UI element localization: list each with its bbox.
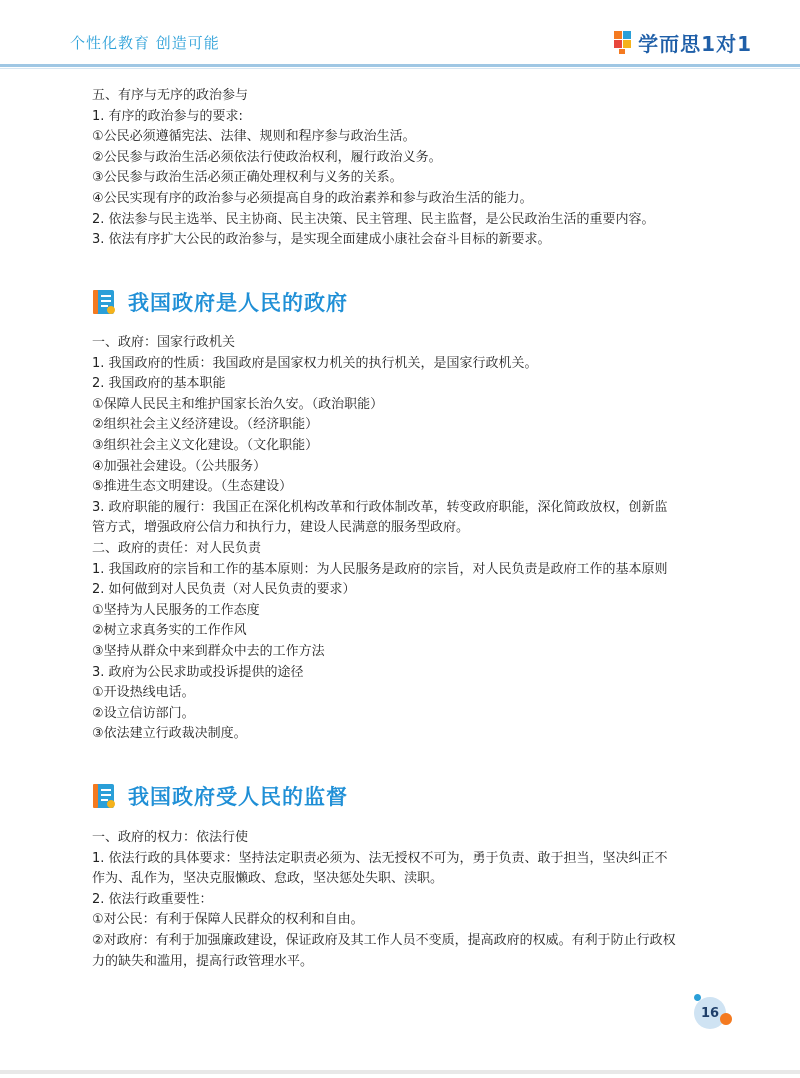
text-line: ①保障人民民主和维护国家长治久安。（政治职能） [92,396,384,412]
text-line: 二、政府的责任：对人民负责 [92,540,262,556]
text-line: 1. 我国政府的性质：我国政府是国家权力机关的执行机关，是国家行政机关。 [92,355,538,371]
section-title: 我国政府是人民的政府 [128,291,348,315]
text-line: 2. 依法行政重要性： [92,891,213,907]
text-line: ②组织社会主义经济建设。（经济职能） [92,417,319,433]
text-line: ③组织社会主义文化建设。（文化职能） [92,437,319,453]
text-line: ①公民必须遵循宪法、法律、规则和程序参与政治生活。 [92,129,416,145]
header-divider [0,64,800,67]
text-line: ②对政府：有利于加强廉政建设，保证政府及其工作人员不变质，提高政府的权威。有利于防止行政权 [92,932,676,948]
section-title: 我国政府受人民的监督 [128,785,348,809]
header-divider-thin [0,68,800,69]
text-line: 3. 政府为公民求助或投诉提供的途径 [92,664,304,680]
intro-block [92,86,722,251]
page-header [0,0,800,66]
text-line: ③依法建立行政裁决制度。 [92,726,247,742]
text-line: 1. 我国政府的宗旨和工作的基本原则：为人民服务是政府的宗旨，对人民负责是政府工作的基本原则 [92,561,668,577]
text-line: ④公民实现有序的政治参与必须提高自身的政治素养和参与政治生活的能力。 [92,190,533,206]
text-line: 1. 有序的政治参与的要求: [92,108,243,124]
text-line: ②树立求真务实的工作作风 [92,623,247,639]
text-line: 管方式，增强政府公信力和执行力，建设人民满意的服务型政府。 [92,520,470,536]
notebook-icon [90,288,118,316]
text-line: 一、政府：国家行政机关 [92,335,236,350]
text-line: ②公民参与政治生活必须依法行使政治权利，履行政治义务。 [92,149,442,165]
text-line: ①对公民：有利于保障人民群众的权利和自由。 [92,912,364,928]
logo-mark-icon [612,29,634,55]
text-line: ①开设热线电话。 [92,685,195,701]
footer-divider [0,1070,800,1074]
notebook-icon [90,782,118,810]
text-line: 作为、乱作为，坚决克服懒政、怠政，坚决惩处失职、渎职。 [92,871,444,887]
section-heading-gov-of-people [90,286,348,318]
text-line: ②设立信访部门。 [92,705,195,721]
text-line: ③公民参与政治生活必须正确处理权利与义务的关系。 [92,170,403,186]
section1-body [92,333,722,745]
text-line: 3. 政府职能的履行：我国正在深化机构改革和行政体制改革，转变政府职能，深化简政放权，创新监 [92,499,668,515]
text-line: ①坚持为人民服务的工作态度 [92,602,260,618]
text-line: 五、有序与无序的政治参与 [92,88,249,103]
text-line: 2. 如何做到对人民负责（对人民负责的要求） [92,582,356,598]
text-line: ⑤推进生态文明建设。（生态建设） [92,479,293,495]
page-number: 16 [694,997,726,1029]
section2-body [92,828,722,972]
section-heading-gov-supervised [90,780,348,812]
text-line: 3. 依法有序扩大公民的政治参与，是实现全面建成小康社会奋斗目标的新要求。 [92,232,551,248]
text-line: 力的缺失和滥用，提高行政管理水平。 [92,953,314,969]
brand-logo [612,28,752,56]
text-line: 一、政府的权力：依法行使 [92,830,249,845]
text-line: 2. 依法参与民主选举、民主协商、民主决策、民主管理、民主监督，是公民政治生活的重要内容。 [92,211,655,227]
text-line: ④加强社会建设。（公共服务） [92,458,267,474]
text-line: 2. 我国政府的基本职能 [92,376,226,392]
header-slogan: 个性化教育 创造可能 [70,34,220,52]
text-line: 1. 依法行政的具体要求：坚持法定职责必须为、法无授权不可为，勇于负责、敢于担当，坚决纠正不 [92,850,668,866]
text-line: ③坚持从群众中来到群众中去的工作方法 [92,643,325,659]
decor-dot-orange [720,1013,732,1025]
logo-text: 学而思1对1 [638,31,752,56]
